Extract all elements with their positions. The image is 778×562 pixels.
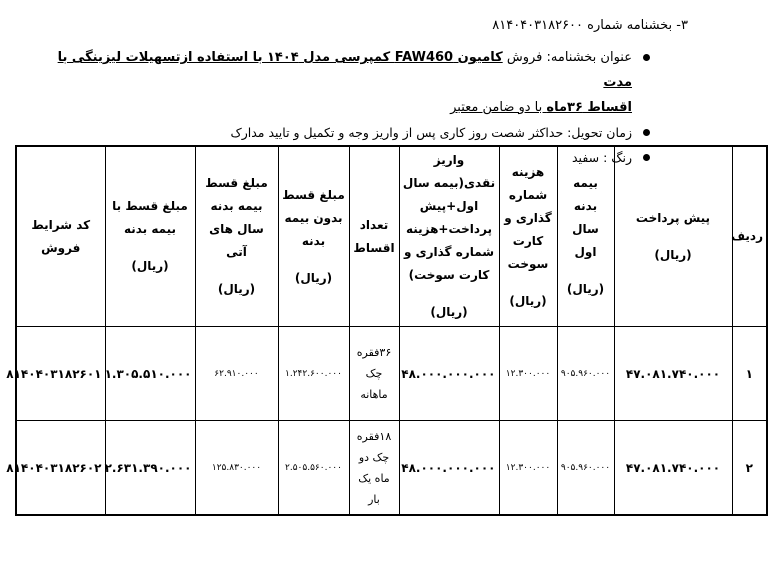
title-line2 bbox=[30, 95, 632, 120]
cell-first-year-insurance: ۹۰۵.۹۶۰.۰۰۰ bbox=[557, 421, 614, 516]
title-main: کامیون FAW460 کمپرسی مدل ۱۴۰۴ با استفاده ازتسهیلات لیزینگی با مدت bbox=[57, 50, 632, 90]
cell-sale-code: ۸۱۴۰۴۰۳۱۸۲۶۰۲ bbox=[16, 421, 105, 516]
cell-down-payment: ۴۷.۰۸۱.۷۴۰.۰۰۰ bbox=[614, 421, 732, 516]
table-row bbox=[16, 421, 767, 516]
sales-terms-table bbox=[6, 145, 768, 516]
header-installment-with-insurance: مبلغ قسط با بیمه بدنه (ریال) bbox=[105, 146, 195, 327]
title-line2-bold: اقساط ۳۶ماه bbox=[546, 100, 632, 115]
table-header-row bbox=[16, 146, 767, 327]
header-installment-no-insurance: مبلغ قسط بدون بیمه بدنه (ریال) bbox=[278, 146, 349, 327]
bullet-dot-icon bbox=[643, 54, 650, 61]
cell-installment-count: ۱۸فقره چک دو ماه یک بار bbox=[349, 421, 399, 516]
title-line2-rest: با دو ضامن معتبر bbox=[450, 100, 547, 115]
title-prefix: عنوان بخشنامه: bbox=[546, 50, 632, 65]
header-plate-fee: هزینه شماره گذاری و کارت سوخت (ریال) bbox=[499, 146, 557, 327]
cell-installment-future-insurance: ۶۲.۹۱۰.۰۰۰ bbox=[195, 327, 278, 421]
cell-installment-no-insurance: ۱.۲۴۲.۶۰۰.۰۰۰ bbox=[278, 327, 349, 421]
cell-installment-no-insurance: ۲.۵۰۵.۵۶۰.۰۰۰ bbox=[278, 421, 349, 516]
header-sale-code: کد شرایط فروش bbox=[16, 146, 105, 327]
header-row-number: ردیف bbox=[732, 146, 767, 327]
header-installment-count: تعداد اقساط bbox=[349, 146, 399, 327]
cell-plate-fee: ۱۲.۳۰۰.۰۰۰ bbox=[499, 421, 557, 516]
cell-first-year-insurance: ۹۰۵.۹۶۰.۰۰۰ bbox=[557, 327, 614, 421]
circular-heading: ۳- بخشنامه شماره ۸۱۴۰۴۰۳۱۸۲۶۰۰ bbox=[492, 18, 688, 33]
bullet-dot-icon bbox=[643, 129, 650, 136]
cell-plate-fee: ۱۲.۳۰۰.۰۰۰ bbox=[499, 327, 557, 421]
color-text: رنگ : سفید bbox=[572, 150, 632, 165]
table-row bbox=[16, 327, 767, 421]
cell-installment-future-insurance: ۱۲۵.۸۳۰.۰۰۰ bbox=[195, 421, 278, 516]
cell-cash-deposit: ۴۸.۰۰۰.۰۰۰.۰۰۰ bbox=[399, 327, 499, 421]
cell-down-payment: ۴۷.۰۸۱.۷۴۰.۰۰۰ bbox=[614, 327, 732, 421]
cell-row-number: ۱ bbox=[732, 327, 767, 421]
cell-installment-with-insurance: ۱.۳۰۵.۵۱۰.۰۰۰ bbox=[105, 327, 195, 421]
bullet-delivery bbox=[30, 120, 650, 145]
bullet-title bbox=[30, 45, 650, 120]
cell-cash-deposit: ۴۸.۰۰۰.۰۰۰.۰۰۰ bbox=[399, 421, 499, 516]
header-cash-deposit: واریز نقدی(بیمه سال اول+پیش پرداخت+هزینه شماره گذاری و کارت سوخت) (ریال) bbox=[399, 146, 499, 327]
header-first-year-insurance: بیمه بدنه سال اول (ریال) bbox=[557, 146, 614, 327]
header-installment-future-insurance: مبلغ قسط بیمه بدنه سال های آتی (ریال) bbox=[195, 146, 278, 327]
cell-installment-count: ۳۶فقره چک ماهانه bbox=[349, 327, 399, 421]
cell-row-number: ۲ bbox=[732, 421, 767, 516]
header-down-payment: پیش پرداخت (ریال) bbox=[614, 146, 732, 327]
delivery-text: زمان تحویل: حداکثر شصت روز کاری پس از واریز وجه و تکمیل و تایید مدارک bbox=[230, 125, 632, 140]
cell-installment-with-insurance: ۲.۶۳۱.۳۹۰.۰۰۰ bbox=[105, 421, 195, 516]
cell-sale-code: ۸۱۴۰۴۰۳۱۸۲۶۰۱ bbox=[16, 327, 105, 421]
title-sale: فروش bbox=[502, 50, 547, 65]
